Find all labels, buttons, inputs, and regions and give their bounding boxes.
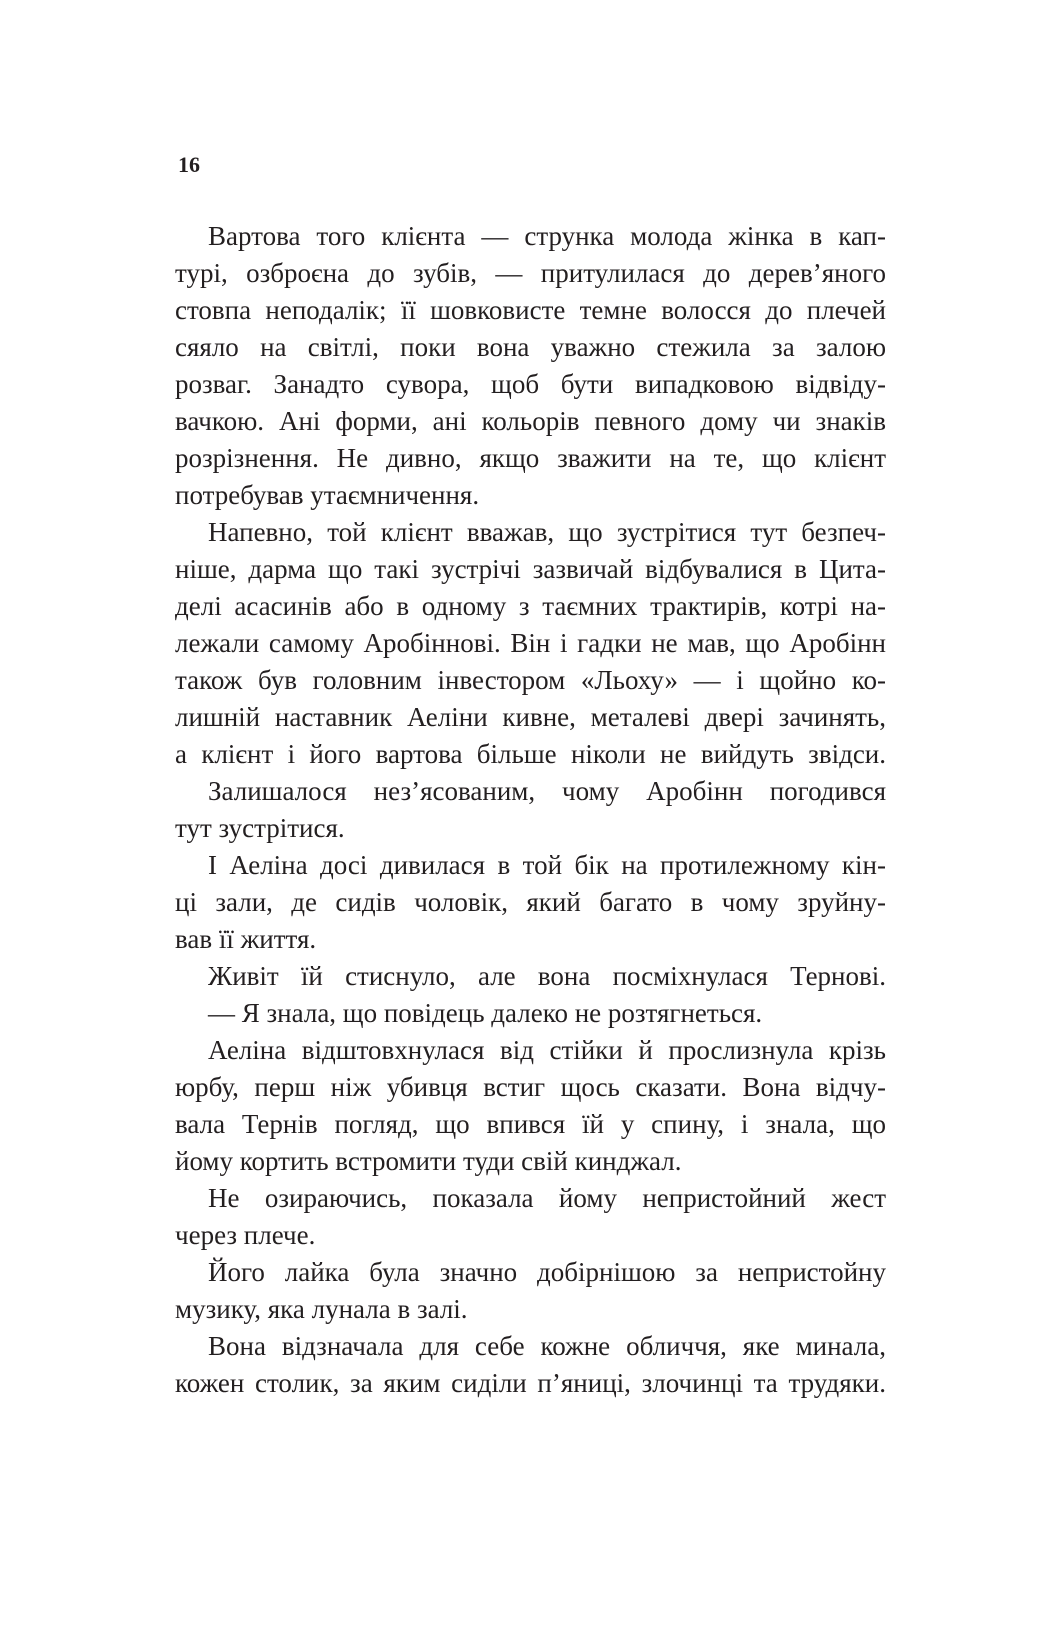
text-line: юрбу, перш ніж убивця встиг щось сказати. Вона відчу- [175,1072,886,1102]
paragraph [175,995,886,1032]
text-line: тут зустрітися. [175,813,345,843]
text-line: Аеліна відштовхнулася від стійки й прослизнула крізь [208,1035,886,1065]
text-line: вачкою. Ані форми, ані кольорів певного дому чи знаків [175,406,886,436]
page-number: 16 [178,152,200,177]
paragraph [175,514,886,773]
text-line: турі, озброєна до зубів, — притулилася до дерев’яного [175,258,886,288]
text-line: — Я знала, що повідець далеко не розтягнеться. [208,998,763,1028]
text-line: ці зали, де сидів чоловік, який багато в чому зруйну- [175,887,886,917]
text-line: кожен столик, за яким сиділи п’яниці, злочинці та трудяки. [175,1368,886,1398]
paragraph [175,218,886,514]
paragraph [175,958,886,995]
text-line: Напевно, той клієнт вважав, що зустрітися тут безпеч- [208,517,886,547]
text-line: вала Тернів погляд, що впився їй у спину, і знала, що [175,1109,886,1139]
text-line: розрізнення. Не дивно, якщо зважити на те, що клієнт [175,443,886,473]
text-line: Вона відзначала для себе кожне обличчя, яке минала, [208,1331,886,1361]
text-line: йому кортить встромити туди свій кинджал. [175,1146,682,1176]
text-line: Залишалося нез’ясованим, чому Аробінн погодився [208,776,886,806]
paragraph [175,1254,886,1328]
body-text [175,218,886,1402]
text-line: ніше, дарма що такі зустрічі зазвичай відбувалися в Цита- [175,554,886,584]
paragraph [175,1180,886,1254]
text-line: потребував утаємничення. [175,480,480,510]
text-line: Не озираючись, показала йому непристойний жест [208,1183,886,1213]
text-line: Його лайка була значно добірнішою за непристойну [208,1257,886,1287]
paragraph [175,773,886,847]
paragraph [175,1032,886,1180]
text-line: а клієнт і його вартова більше ніколи не вийдуть звідси. [175,739,886,769]
paragraph [175,1328,886,1402]
text-line: І Аеліна досі дивилася в той бік на протилежному кін- [208,850,886,880]
text-line: розваг. Занадто сувора, щоб бути випадковою відвіду- [175,369,886,399]
text-line: стовпа неподалік; її шовковисте темне волосся до плечей [175,295,886,325]
text-line: Вартова того клієнта — струнка молода жінка в кап- [208,221,886,251]
text-line: лишній наставник Аеліни кивне, металеві двері зачинять, [175,702,886,732]
text-line: музику, яка лунала в залі. [175,1294,468,1324]
text-line: вав її життя. [175,924,317,954]
text-line: через плече. [175,1220,316,1250]
paragraph [175,847,886,958]
text-line: Живіт їй стиснуло, але вона посміхнулася Тернові. [208,961,886,991]
text-line: також був головним інвестором «Льоху» — і щойно ко- [175,665,886,695]
text-line: делі асасинів або в одному з таємних трактирів, котрі на- [175,591,886,621]
text-line: сяяло на світлі, поки вона уважно стежила за залою [175,332,886,362]
text-line: лежали самому Аробіннові. Він і гадки не мав, що Аробінн [175,628,886,658]
